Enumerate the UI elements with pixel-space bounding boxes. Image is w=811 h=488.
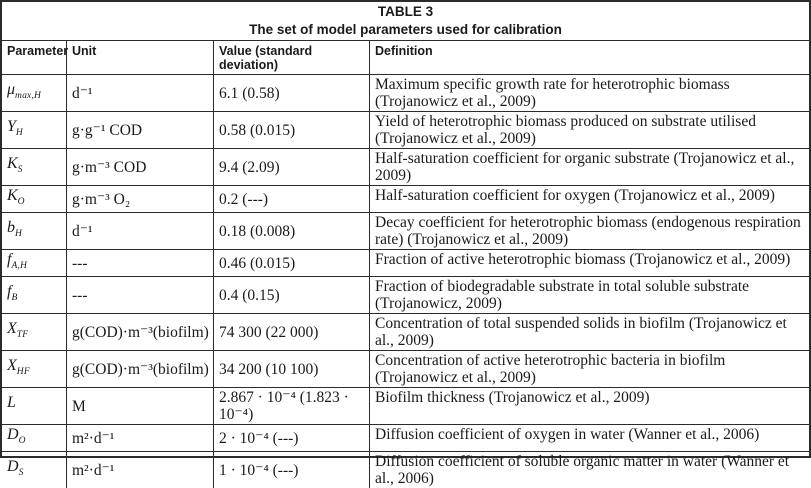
value-text: 0.2 (---) [219, 190, 269, 208]
value-cell [214, 186, 370, 212]
value-cell [214, 425, 370, 451]
parameter-symbol: D [7, 458, 19, 475]
definition-cell: Maximum specific growth rate for heterotrophic biomass (Trojanowicz et al., 2009) [375, 76, 730, 110]
definition-cell: Yield of heterotrophic biomass produced on substrate utilised (Trojanowicz et al., 2009) [375, 113, 756, 147]
parameter-subscript: H [15, 229, 23, 239]
value-cell [214, 314, 370, 350]
parameter-subscript: O [18, 436, 26, 446]
parameter-symbol: D [7, 426, 19, 443]
parameter-symbol: f [7, 283, 12, 300]
unit-cell [67, 213, 214, 249]
parameter-subscript: S [17, 165, 23, 175]
table-row [2, 351, 809, 388]
definition-cell: Decay coefficient for heterotrophic biomass (endogenous respiration rate) (Trojanowicz et al., 2009) [375, 214, 801, 248]
parameter-subscript: HF [16, 367, 30, 377]
unit-text: g·g⁻¹ COD [72, 121, 143, 139]
value-text: 0.46 (0.015) [219, 254, 296, 272]
unit-cell [67, 388, 214, 424]
unit-text: g(COD)·m⁻³(biofilm) [72, 360, 209, 378]
table-row [2, 213, 809, 250]
parameter-symbol: K [7, 155, 18, 172]
value-text: 74 300 (22 000) [219, 323, 319, 341]
parameter-subscript: A,H [11, 261, 28, 271]
unit-text: g·m⁻³ O₂ [72, 190, 131, 208]
parameter-symbol: f [7, 251, 12, 268]
parameter-cell [2, 277, 67, 313]
table-row [2, 388, 809, 425]
definition-cell: Biofilm thickness (Trojanowicz et al., 2009) [375, 389, 650, 406]
definition-cell: Diffusion coefficient of oxygen in water (Wanner et al., 2006) [375, 426, 760, 443]
unit-text: --- [72, 254, 88, 272]
parameter-subscript: max,H [15, 91, 42, 101]
parameter-cell [2, 112, 67, 148]
table-number: TABLE 3 [377, 4, 434, 19]
unit-text: M [72, 397, 86, 415]
value-cell [214, 277, 370, 313]
value-text: 0.18 (0.008) [219, 222, 296, 240]
parameter-symbol: X [7, 357, 17, 374]
unit-text: d⁻¹ [72, 84, 93, 102]
parameter-symbol: μ [7, 81, 16, 98]
value-cell [214, 112, 370, 148]
unit-cell [67, 351, 214, 387]
unit-text: --- [72, 286, 88, 304]
column-header-parameter: Parameter [2, 41, 67, 74]
table-title-cell [2, 2, 809, 41]
table-caption: The set of model parameters used for calibration [249, 22, 562, 37]
parameter-subscript: O [17, 197, 25, 207]
definition-cell: Fraction of active heterotrophic biomass (Trojanowicz et al., 2009) [375, 251, 791, 268]
table-row [2, 277, 809, 314]
value-text: 2.867 · 10⁻⁴ (1.823 · 10⁻⁴) [219, 389, 349, 423]
parameter-symbol: b [7, 219, 15, 236]
parameter-cell [2, 388, 67, 424]
unit-cell [67, 149, 214, 185]
table-row [2, 112, 809, 149]
value-cell [214, 388, 370, 424]
value-cell [214, 351, 370, 387]
unit-text: g(COD)·m⁻³(biofilm) [72, 323, 209, 341]
unit-text: m²·d⁻¹ [72, 429, 115, 447]
column-header-unit: Unit [67, 41, 214, 74]
definition-cell: Concentration of active heterotrophic bacteria in biofilm (Trojanowicz et al., 2009) [375, 352, 726, 386]
unit-cell [67, 314, 214, 350]
table-row [2, 149, 809, 186]
definition-cell: Diffusion coefficient of soluble organic matter in water (Wanner et al., 2006) [375, 453, 790, 487]
parameter-cell [2, 250, 67, 276]
unit-cell [67, 452, 214, 488]
parameter-symbol: X [7, 320, 17, 337]
table-row [2, 186, 809, 213]
value-text: 1 · 10⁻⁴ (---) [219, 461, 299, 479]
value-text: 6.1 (0.58) [219, 84, 280, 102]
parameter-subscript: H [15, 128, 23, 138]
parameter-cell [2, 425, 67, 451]
unit-text: m²·d⁻¹ [72, 461, 115, 479]
unit-cell [67, 75, 214, 111]
parameter-cell [2, 213, 67, 249]
table-row [2, 250, 809, 277]
parameter-symbol: L [7, 394, 16, 411]
unit-text: d⁻¹ [72, 222, 93, 240]
parameter-subscript: S [18, 468, 24, 478]
parameter-cell [2, 314, 67, 350]
unit-cell [67, 277, 214, 313]
parameter-cell [2, 149, 67, 185]
table-body [2, 75, 809, 488]
definition-cell: Half-saturation coefficient for organic substrate (Trojanowicz et al., 2009) [375, 150, 795, 184]
parameter-subscript: TF [16, 330, 29, 340]
parameter-subscript: B [11, 293, 18, 303]
table-row [2, 314, 809, 351]
unit-cell [67, 112, 214, 148]
value-cell [214, 149, 370, 185]
table-row [2, 452, 809, 488]
value-text: 9.4 (2.09) [219, 158, 280, 176]
definition-cell: Half-saturation coefficient for oxygen (Trojanowicz et al., 2009) [375, 187, 775, 204]
value-cell [214, 213, 370, 249]
parameter-cell [2, 75, 67, 111]
unit-cell [67, 250, 214, 276]
definition-cell: Concentration of total suspended solids in biofilm (Trojanowicz et al., 2009) [375, 315, 787, 349]
definition-cell: Fraction of biodegradable substrate in total soluble substrate (Trojanowicz, 2009) [375, 278, 750, 312]
parameter-symbol: K [7, 187, 18, 204]
unit-cell [67, 425, 214, 451]
value-cell [214, 75, 370, 111]
value-text: 2 · 10⁻⁴ (---) [219, 429, 299, 447]
parameter-cell [2, 452, 67, 488]
parameter-cell [2, 351, 67, 387]
unit-cell [67, 186, 214, 212]
value-text: 0.4 (0.15) [219, 286, 280, 304]
table-row [2, 425, 809, 452]
parameter-cell [2, 186, 67, 212]
table-header-row [2, 41, 809, 75]
value-text: 34 200 (10 100) [219, 360, 319, 378]
value-cell [214, 250, 370, 276]
column-header-value: Value (standard deviation) [214, 41, 370, 74]
value-cell [214, 452, 370, 488]
unit-text: g·m⁻³ COD [72, 158, 147, 176]
table-row [2, 75, 809, 112]
parameter-symbol: Y [7, 118, 16, 135]
value-text: 0.58 (0.015) [219, 121, 296, 139]
column-header-definition: Definition [375, 44, 433, 58]
